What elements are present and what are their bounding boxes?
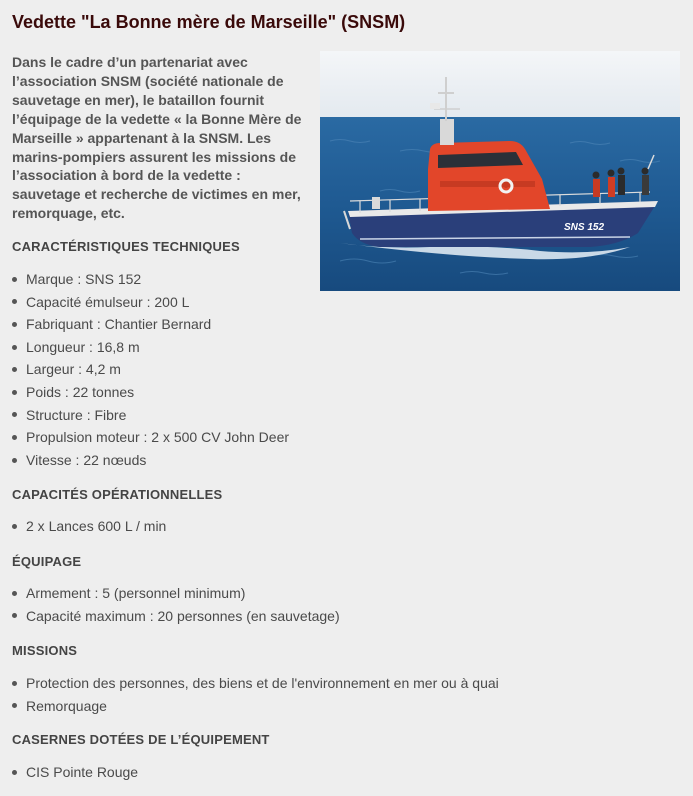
sky bbox=[320, 51, 680, 119]
bullet-icon bbox=[12, 367, 17, 372]
section-heading-ops: CAPACITÉS OPÉRATIONNELLES bbox=[12, 487, 223, 502]
section-heading-stations: CASERNES DOTÉES DE L’ÉQUIPEMENT bbox=[12, 732, 270, 747]
list-item: Propulsion moteur : 2 x 500 CV John Deer bbox=[12, 426, 289, 449]
list-item: Capacité émulseur : 200 L bbox=[12, 291, 289, 314]
bullet-icon bbox=[12, 390, 17, 395]
list-item: Structure : Fibre bbox=[12, 404, 289, 427]
bullet-icon bbox=[12, 345, 17, 350]
missions-list bbox=[12, 672, 499, 717]
stations-list bbox=[12, 761, 138, 784]
ops-list bbox=[12, 515, 166, 538]
list-item: Fabriquant : Chantier Bernard bbox=[12, 313, 289, 336]
list-item: Vitesse : 22 nœuds bbox=[12, 449, 289, 472]
bullet-icon bbox=[12, 299, 17, 304]
list-item: Longueur : 16,8 m bbox=[12, 336, 289, 359]
section-heading-tech: CARACTÉRISTIQUES TECHNIQUES bbox=[12, 239, 240, 254]
bullet-icon bbox=[12, 458, 17, 463]
list-item: Protection des personnes, des biens et de l'environnement en mer ou à quai bbox=[12, 672, 499, 695]
list-item: CIS Pointe Rouge bbox=[12, 761, 138, 784]
bullet-icon bbox=[12, 591, 17, 596]
list-item: Armement : 5 (personnel minimum) bbox=[12, 582, 340, 605]
bullet-icon bbox=[12, 703, 17, 708]
bullet-icon bbox=[12, 770, 17, 775]
bullet-icon bbox=[12, 322, 17, 327]
crew-list bbox=[12, 582, 340, 627]
bullet-icon bbox=[12, 277, 17, 282]
list-item: 2 x Lances 600 L / min bbox=[12, 515, 166, 538]
list-item: Capacité maximum : 20 personnes (en sauvetage) bbox=[12, 605, 340, 628]
list-item: Remorquage bbox=[12, 695, 499, 718]
bullet-icon bbox=[12, 435, 17, 440]
intro-paragraph: Dans le cadre d’un partenariat avec l’association SNSM (société nationale de sauvetage en mer), le bataillon fournit l’équipage de la vedette « la Bonne Mère de Marseille » appartenant à la SNSM. Les marins-pompiers assurent les missions de l’association à bord de la vedette : sauvetage et recherche de victimes en mer, remorquage, etc. bbox=[12, 54, 302, 222]
bullet-icon bbox=[12, 613, 17, 618]
section-heading-crew: ÉQUIPAGE bbox=[12, 554, 82, 569]
tech-list bbox=[12, 268, 289, 471]
bullet-icon bbox=[12, 524, 17, 529]
list-item: Largeur : 4,2 m bbox=[12, 358, 289, 381]
list-item: Poids : 22 tonnes bbox=[12, 381, 289, 404]
page-title: Vedette "La Bonne mère de Marseille" (SNSM) bbox=[12, 12, 406, 32]
bullet-icon bbox=[12, 681, 17, 686]
bullet-icon bbox=[12, 412, 17, 417]
boat-photo bbox=[320, 51, 680, 291]
section-heading-missions: MISSIONS bbox=[12, 643, 78, 658]
hull-number: SNS 152 bbox=[564, 222, 605, 233]
list-item: Marque : SNS 152 bbox=[12, 268, 289, 291]
